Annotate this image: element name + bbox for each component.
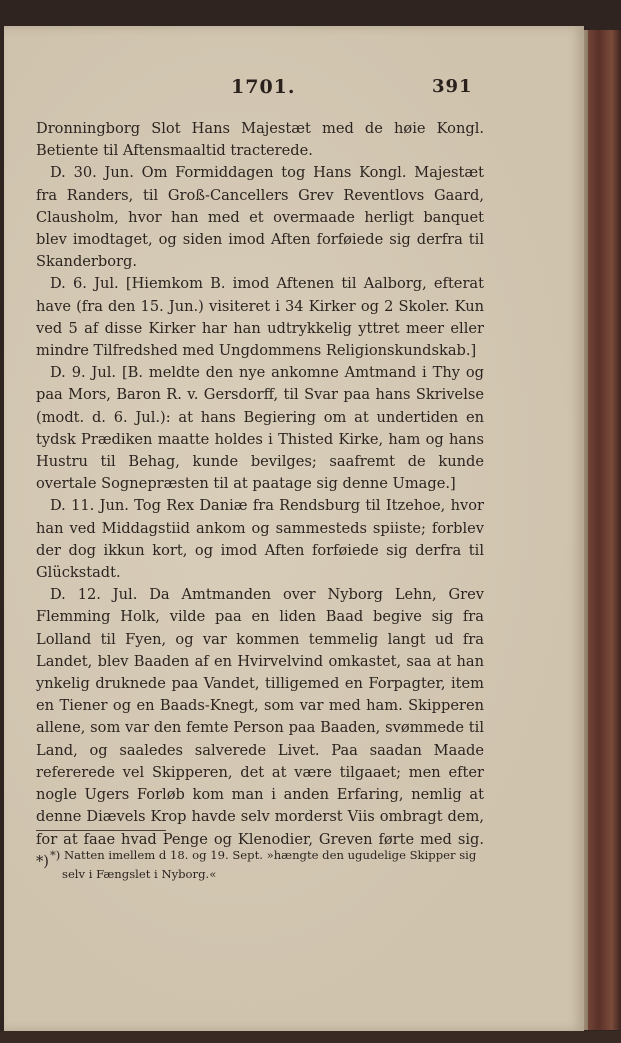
scan-bottom-edge bbox=[0, 1031, 621, 1043]
page-year: 1701. bbox=[231, 76, 296, 98]
book-spine bbox=[584, 30, 621, 1030]
paragraph-entry: D. 12. Jul. Da Amtmanden over Nyborg Lehn, Grev Flemming Holk, vilde paa en liden Baad begive sig fra Lolland til Fyen, og var kommen temmelig langt ud fra Landet, blev Baaden af en Hvirvelvind omkastet, saa at han ynkelig druknede paa Vandet, tilligemed en Forpagter, item en Tiener og en Baads-Knegt, som var med ham. Skipperen allene, som var den femte Person paa Baaden, svømmede til Land, og saaledes salverede Livet. Paa saadan Maade refererede vel Skipperen, det at være tilgaaet; men efter nogle Ugers Forløb kom man i anden Erfaring, nemlig at denne Diævels Krop havde selv morderst Viis ombragt dem, for at faae hvad Penge og Klenodier, Greven førte med sig. *) bbox=[36, 586, 484, 870]
paragraph-entry: D. 9. Jul. [B. meldte den nye ankomne Amtmand i Thy og paa Mors, Baron R. v. Gersdorff, til Svar paa hans Skrivelse (modt. d. 6. Jul.): at hans Begiering om at undertiden en tydsk Prædiken maatte holdes i Thisted Kirke, ham og hans Hustru til Behag, kunde bevilges; saafremt de kunde overtale Sognepræsten til at paatage sig denne Umage.] bbox=[36, 364, 484, 493]
running-head bbox=[0, 72, 584, 102]
page-number: 391 bbox=[432, 76, 473, 97]
paragraph-entry: D. 11. Jun. Tog Rex Daniæ fra Rendsburg til Itzehoe, hvor han ved Middagstiid ankom og sammesteds spiiste; forblev der dog ikkun kort, og imod Aften forføiede sig derfra til Glückstadt. bbox=[36, 497, 484, 582]
footnote-divider bbox=[36, 830, 166, 831]
paragraph-continuation: Dronningborg Slot Hans Majestæt med de høie Kongl. Betiente til Aftensmaaltid tracterede. bbox=[36, 120, 484, 160]
body-text bbox=[36, 118, 484, 873]
footnote: *) Natten imellem d 18. og 19. Sept. »hængte den ugudelige Skipper sig selv i Fængslet i Nyborg.« bbox=[50, 848, 477, 881]
paragraph-entry: D. 6. Jul. [Hiemkom B. imod Aftenen til Aalborg, efterat have (fra den 15. Jun.) visiteret i 34 Kirker og 2 Skoler. Kun ved 5 af disse Kirker har han udtrykkelig yttret meer eller mindre Tilfredshed med Ungdommens Religionskundskab.] bbox=[36, 275, 484, 360]
paragraph-entry: D. 30. Jun. Om Formiddagen tog Hans Kongl. Majestæt fra Randers, til Groß-Cancellers Grev Reventlovs Gaard, Clausholm, hvor han med et overmaade herligt banquet blev imodtaget, og siden imod Aften forføiede sig derfra til Skanderborg. bbox=[36, 164, 484, 271]
